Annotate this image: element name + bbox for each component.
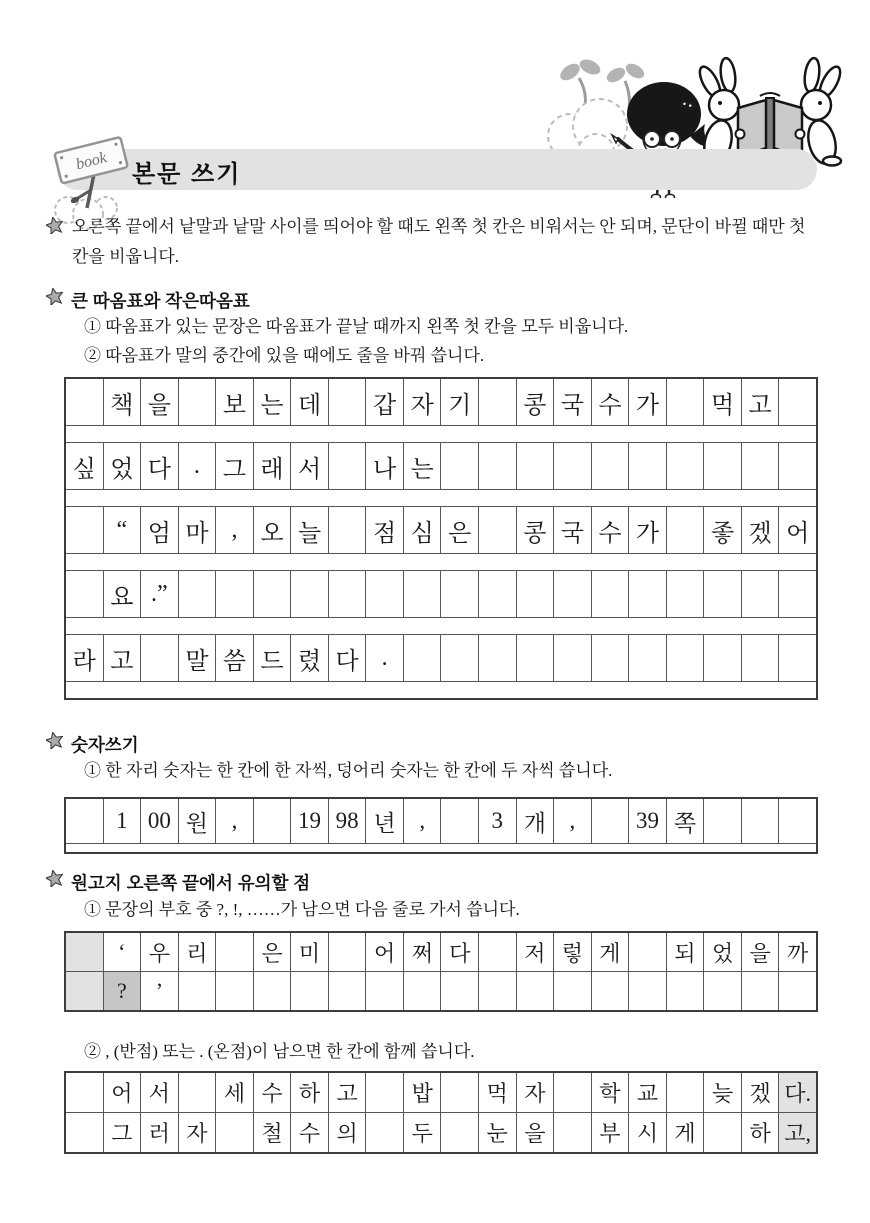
- grid-cell: [440, 571, 478, 617]
- grid-cell: [440, 1073, 478, 1112]
- grid-cell: [778, 443, 816, 489]
- grid-cell: 세: [215, 1073, 253, 1112]
- grid-cell: 렇: [553, 933, 591, 971]
- row-spacer: [66, 489, 816, 506]
- grid-cell: 국: [553, 379, 591, 425]
- numbers-item-1: ① 한 자리 숫자는 한 칸에 한 자씩, 덩어리 숫자는 한 칸에 두 자씩 씁니다.: [84, 761, 613, 780]
- grid-cell: [328, 379, 366, 425]
- grid-cell: [478, 635, 516, 681]
- grid-cell: 어: [103, 1073, 141, 1112]
- grid-cell: [328, 571, 366, 617]
- grid-cell: 드: [253, 635, 291, 681]
- star-icon: [46, 288, 63, 305]
- grid-cell: [66, 1113, 103, 1152]
- right-edge-item-2: ② , (반점) 또는 . (온점)이 남으면 한 칸에 함께 씁니다.: [84, 1042, 475, 1061]
- grid-cell: [440, 972, 478, 1010]
- section-title-quotes: 큰 따옴표와 작은따옴표: [71, 291, 250, 311]
- grid-cell: 요: [103, 571, 141, 617]
- grid-cell: [66, 1073, 103, 1112]
- grid-cell: [703, 799, 741, 843]
- grid-cell: [591, 972, 629, 1010]
- grid-cell: 98: [328, 799, 366, 843]
- grid-cell: 00: [140, 799, 178, 843]
- grid-cell: 서: [140, 1073, 178, 1112]
- grid-cell: 었: [703, 933, 741, 971]
- grid-cell: [178, 972, 216, 1010]
- grid-cell: 부: [591, 1113, 629, 1152]
- grid-cell: 데: [290, 379, 328, 425]
- grid-cell: ,: [553, 799, 591, 843]
- manuscript-grid-comma: [64, 1071, 818, 1154]
- grid-cell: 나: [365, 443, 403, 489]
- grid-cell: [403, 571, 441, 617]
- grid-cell: [591, 571, 629, 617]
- grid-cell: 수: [290, 1113, 328, 1152]
- grid-cell: 고: [328, 1073, 366, 1112]
- grid-cell: [328, 972, 366, 1010]
- grid-cell: [516, 443, 554, 489]
- grid-cell: [553, 1113, 591, 1152]
- grid-cell: [666, 379, 704, 425]
- grid-cell: ,: [215, 799, 253, 843]
- grid-cell: 책: [103, 379, 141, 425]
- grid-cell: [478, 379, 516, 425]
- grid-cell: [778, 972, 816, 1010]
- grid-cell: [703, 443, 741, 489]
- grid-cell: 국: [553, 507, 591, 553]
- grid-cell: [741, 635, 779, 681]
- grid-cell: [553, 1073, 591, 1112]
- grid-cell: ?: [103, 972, 141, 1010]
- grid-cell: 을: [140, 379, 178, 425]
- manuscript-row: [66, 971, 816, 1010]
- grid-cell: 을: [741, 933, 779, 971]
- grid-cell: 은: [253, 933, 291, 971]
- grid-cell: 자: [403, 379, 441, 425]
- manuscript-row: [66, 506, 816, 553]
- grid-cell: [666, 1073, 704, 1112]
- grid-cell: 말: [178, 635, 216, 681]
- manuscript-row: [66, 1073, 816, 1112]
- grid-cell: [628, 972, 666, 1010]
- intro-text: 오른쪽 끝에서 낱말과 낱말 사이를 띄어야 할 때도 왼쪽 첫 칸은 비워서는 안 되며, 문단이 바뀔 때만 첫 칸을 비웁니다.: [72, 217, 806, 266]
- grid-cell: 의: [328, 1113, 366, 1152]
- grid-cell: [328, 933, 366, 971]
- grid-cell: 밥: [403, 1073, 441, 1112]
- grid-cell: 학: [591, 1073, 629, 1112]
- star-icon: [46, 217, 63, 234]
- book-sign-label: book: [74, 149, 109, 174]
- grid-cell: [553, 972, 591, 1010]
- grid-cell: 저: [516, 933, 554, 971]
- grid-cell: [478, 443, 516, 489]
- grid-cell: [778, 379, 816, 425]
- grid-cell: ,: [215, 507, 253, 553]
- row-spacer: [66, 617, 816, 634]
- grid-cell: [178, 571, 216, 617]
- manuscript-row: [66, 379, 816, 425]
- grid-cell: [778, 799, 816, 843]
- star-icon: [46, 732, 63, 749]
- grid-cell: [365, 1113, 403, 1152]
- grid-cell: 라: [72, 648, 96, 675]
- manuscript-grid-quotes: [64, 377, 818, 700]
- grid-cell: 콩: [516, 507, 554, 553]
- quotes-item-1: ① 따옴표가 있는 문장은 따옴표가 끝날 때까지 왼쪽 첫 칸을 모두 비웁니다.: [84, 317, 629, 336]
- grid-cell: 다: [328, 635, 366, 681]
- grid-cell: 었: [103, 443, 141, 489]
- grid-cell: [666, 972, 704, 1010]
- grid-cell: .: [178, 443, 216, 489]
- grid-cell: [516, 571, 554, 617]
- grid-cell: [778, 635, 816, 681]
- grid-cell: [628, 635, 666, 681]
- grid-cell: [703, 1113, 741, 1152]
- grid-cell: 싶: [72, 456, 96, 483]
- grid-cell: 19: [290, 799, 328, 843]
- grid-cell: 엄: [140, 507, 178, 553]
- grid-cell: 다: [440, 933, 478, 971]
- grid-cell: 고,: [778, 1113, 816, 1152]
- grid-cell: [628, 571, 666, 617]
- grid-cell: 1: [103, 799, 141, 843]
- grid-cell: 다.: [778, 1073, 816, 1112]
- grid-cell: 늘: [290, 507, 328, 553]
- grid-cell: 심: [403, 507, 441, 553]
- right-edge-item-1: ① 문장의 부호 중 ?, !, ……가 남으면 다음 줄로 가서 씁니다.: [84, 900, 520, 919]
- grid-cell: 자: [178, 1113, 216, 1152]
- grid-cell: [703, 635, 741, 681]
- grid-cell: [591, 799, 629, 843]
- grid-cell: 수: [591, 507, 629, 553]
- grid-cell: [66, 799, 103, 843]
- grid-cell: [365, 1073, 403, 1112]
- grid-cell: [290, 972, 328, 1010]
- grid-cell: [403, 972, 441, 1010]
- grid-cell: 수: [591, 379, 629, 425]
- grid-cell: [553, 635, 591, 681]
- grid-cell: [440, 443, 478, 489]
- grid-cell: [478, 507, 516, 553]
- grid-cell: .: [365, 635, 403, 681]
- grid-cell: [516, 635, 554, 681]
- manuscript-grid-question: [64, 931, 818, 1012]
- row-spacer: [66, 681, 816, 698]
- grid-cell: 먹: [703, 379, 741, 425]
- grid-cell: ’: [140, 972, 178, 1010]
- grid-cell: [591, 635, 629, 681]
- grid-cell: 시: [628, 1113, 666, 1152]
- grid-cell: [516, 972, 554, 1010]
- grid-cell: 하: [741, 1113, 779, 1152]
- grid-cell: [215, 1113, 253, 1152]
- grid-cell: [478, 933, 516, 971]
- grid-cell: 좋: [703, 507, 741, 553]
- grid-cell: 고: [741, 379, 779, 425]
- grid-cell: [290, 571, 328, 617]
- grid-cell: [140, 635, 178, 681]
- grid-cell: 원: [178, 799, 216, 843]
- grid-cell: 고: [103, 635, 141, 681]
- grid-cell: [741, 972, 779, 1010]
- grid-cell: [666, 443, 704, 489]
- grid-cell: 수: [253, 1073, 291, 1112]
- grid-cell: 점: [365, 507, 403, 553]
- section-heading-right-edge: [46, 869, 310, 895]
- grid-cell: 오: [253, 507, 291, 553]
- grid-cell: 미: [290, 933, 328, 971]
- page-title: 본문 쓰기: [132, 161, 242, 188]
- grid-cell: 가: [628, 379, 666, 425]
- grid-cell: [553, 571, 591, 617]
- grid-cell: 까: [778, 933, 816, 971]
- grid-cell: 쪽: [666, 799, 704, 843]
- grid-cell: [66, 507, 103, 553]
- grid-cell: 리: [178, 933, 216, 971]
- grid-cell: [215, 933, 253, 971]
- grid-cell: [178, 1073, 216, 1112]
- grid-cell: 하: [290, 1073, 328, 1112]
- grid-cell: 먹: [478, 1073, 516, 1112]
- grid-cell: [553, 443, 591, 489]
- star-icon: [46, 870, 63, 887]
- grid-cell: 다: [140, 443, 178, 489]
- grid-cell: 씀: [215, 635, 253, 681]
- grid-cell: [66, 571, 103, 617]
- grid-cell: 년: [365, 799, 403, 843]
- manuscript-row: [66, 634, 816, 681]
- grid-cell: [628, 443, 666, 489]
- grid-cell: [178, 379, 216, 425]
- grid-cell: [591, 443, 629, 489]
- grid-cell: ‘: [103, 933, 141, 971]
- grid-cell: [66, 933, 103, 971]
- manuscript-row: [66, 933, 816, 971]
- manuscript-row: [66, 442, 816, 489]
- grid-cell: 서: [290, 443, 328, 489]
- grid-cell: [365, 571, 403, 617]
- grid-cell: 보: [215, 379, 253, 425]
- grid-cell: 게: [666, 1113, 704, 1152]
- grid-cell: 그: [103, 1113, 141, 1152]
- grid-cell: “: [103, 507, 141, 553]
- grid-cell: [365, 972, 403, 1010]
- grid-cell: 렸: [290, 635, 328, 681]
- grid-cell: [741, 443, 779, 489]
- grid-cell: [440, 799, 478, 843]
- grid-cell: 는: [253, 379, 291, 425]
- grid-cell: [666, 635, 704, 681]
- grid-cell: 가: [628, 507, 666, 553]
- manuscript-row: [66, 799, 816, 843]
- section-title-numbers: 숫자쓰기: [71, 735, 139, 755]
- grid-cell: 래: [253, 443, 291, 489]
- row-spacer: [66, 843, 816, 852]
- grid-cell: 39: [628, 799, 666, 843]
- grid-cell: 는: [403, 443, 441, 489]
- grid-cell: [66, 972, 103, 1010]
- manuscript-grid-numbers: [64, 797, 818, 854]
- grid-cell: 겠: [741, 1073, 779, 1112]
- grid-cell: 기: [440, 379, 478, 425]
- grid-cell: [703, 571, 741, 617]
- grid-cell: 은: [440, 507, 478, 553]
- grid-cell: [253, 571, 291, 617]
- grid-cell: 눈: [478, 1113, 516, 1152]
- grid-cell: 러: [140, 1113, 178, 1152]
- grid-cell: 교: [628, 1073, 666, 1112]
- grid-cell: [253, 972, 291, 1010]
- grid-cell: 철: [253, 1113, 291, 1152]
- section-title-right-edge: 원고지 오른쪽 끝에서 유의할 점: [71, 873, 311, 893]
- grid-cell: 되: [666, 933, 704, 971]
- grid-cell: [741, 571, 779, 617]
- grid-cell: 콩: [516, 379, 554, 425]
- grid-cell: 을: [516, 1113, 554, 1152]
- manuscript-row: [66, 570, 816, 617]
- row-spacer: [66, 425, 816, 442]
- section-heading-quotes: [46, 287, 250, 313]
- grid-cell: 마: [178, 507, 216, 553]
- grid-cell: .”: [140, 571, 178, 617]
- grid-cell: [666, 507, 704, 553]
- grid-cell: [215, 972, 253, 1010]
- grid-cell: ,: [403, 799, 441, 843]
- grid-cell: [778, 571, 816, 617]
- grid-cell: [66, 379, 103, 425]
- grid-cell: [703, 972, 741, 1010]
- book-sign-board: [54, 137, 127, 184]
- section-heading-numbers: [46, 731, 139, 757]
- grid-cell: [328, 443, 366, 489]
- manuscript-row: [66, 1112, 816, 1152]
- grid-cell: 게: [591, 933, 629, 971]
- grid-cell: 어: [365, 933, 403, 971]
- grid-cell: [478, 571, 516, 617]
- grid-cell: [215, 571, 253, 617]
- grid-cell: [440, 635, 478, 681]
- grid-cell: 갑: [365, 379, 403, 425]
- grid-cell: 그: [215, 443, 253, 489]
- grid-cell: 늦: [703, 1073, 741, 1112]
- grid-cell: [478, 972, 516, 1010]
- grid-cell: 쩌: [403, 933, 441, 971]
- grid-cell: [628, 933, 666, 971]
- grid-cell: 자: [516, 1073, 554, 1112]
- grid-cell: [741, 799, 779, 843]
- grid-cell: [328, 507, 366, 553]
- grid-cell: 우: [140, 933, 178, 971]
- grid-cell: 두: [403, 1113, 441, 1152]
- intro-note: [46, 212, 834, 272]
- grid-cell: 3: [478, 799, 516, 843]
- grid-cell: [403, 635, 441, 681]
- grid-cell: 개: [516, 799, 554, 843]
- quotes-item-2: ② 따옴표가 말의 중간에 있을 때에도 줄을 바꿔 씁니다.: [84, 346, 485, 365]
- grid-cell: [666, 571, 704, 617]
- grid-cell: [440, 1113, 478, 1152]
- row-spacer: [66, 553, 816, 570]
- grid-cell: [253, 799, 291, 843]
- grid-cell: 겠: [741, 507, 779, 553]
- grid-cell: 어: [778, 507, 816, 553]
